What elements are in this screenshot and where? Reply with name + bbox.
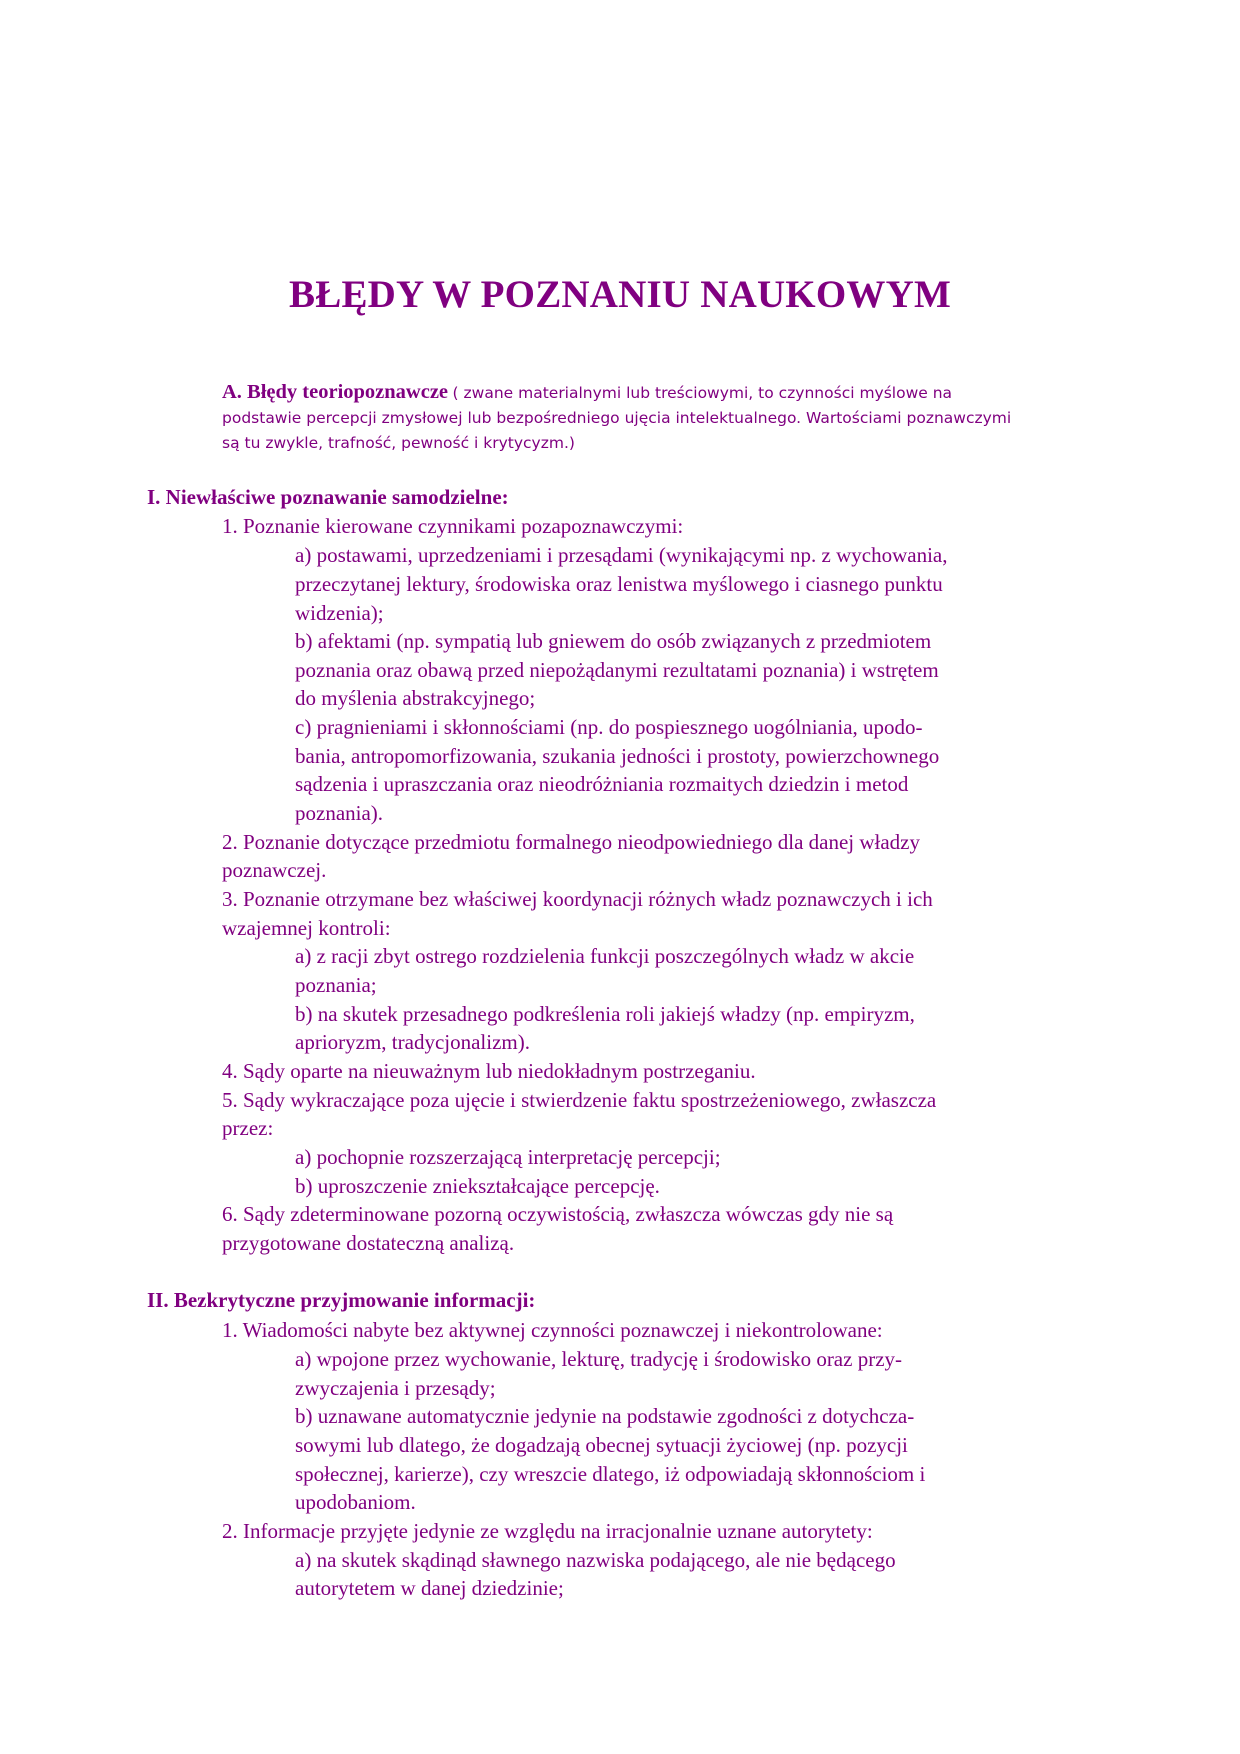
list-item: społecznej, karierze), czy wreszcie dlatego, iż odpowiadają skłonnościom i (295, 1462, 926, 1486)
list-item: b) afektami (np. sympatią lub gniewem do osób związanych z przedmiotem (295, 629, 932, 653)
page-title: BŁĘDY W POZNANIU NAUKOWYM (289, 273, 951, 316)
list-item: przygotowane dostateczną analizą. (222, 1231, 515, 1255)
list-item: 2. Poznanie dotyczące przedmiotu formalnego nieodpowiedniego dla danej władzy (222, 830, 921, 854)
list-item: autorytetem w danej dziedzinie; (295, 1576, 564, 1600)
list-item: sowymi lub dlatego, że dogadzają obecnej sytuacji życiowej (np. pozycji (295, 1433, 908, 1457)
list-item: zwyczajenia i przesądy; (295, 1376, 496, 1400)
list-item: do myślenia abstrakcyjnego; (295, 686, 536, 710)
list-item: 1. Wiadomości nabyte bez aktywnej czynności poznawczej i niekontrolowane: (222, 1318, 883, 1342)
list-item: b) uznawane automatycznie jedynie na podstawie zgodności z dotychcza- (295, 1404, 915, 1428)
list-item: 3. Poznanie otrzymane bez właściwej koordynacji różnych władz poznawczych i ich (222, 887, 933, 911)
list-item: 1. Poznanie kierowane czynnikami pozapoznawczymi: (222, 514, 684, 538)
list-item: a) wpojone przez wychowanie, lekturę, tradycję i środowisko oraz przy- (295, 1347, 903, 1371)
intro-paragraph (222, 380, 1082, 455)
list-item: sądzenia i upraszczania oraz nieodróżniania rozmaitych dziedzin i metod (295, 772, 909, 796)
list-item: przeczytanej lektury, środowiska oraz lenistwa myślowego i ciasnego punktu (295, 572, 943, 596)
list-item: poznania; (295, 973, 377, 997)
intro-line: podstawie percepcji zmysłowej lub bezpośredniego ujęcia intelektualnego. Wartościami poznawczymi (222, 409, 1012, 427)
list-item: c) pragnieniami i skłonnościami (np. do pospiesznego uogólniania, upodo- (295, 715, 923, 739)
intro-label: A. Błędy teoriopoznawcze (222, 381, 449, 403)
intro-line: ( zwane materialnymi lub treściowymi, to czynności myślowe na (452, 384, 953, 402)
list-item: poznania). (295, 801, 384, 825)
list-item: widzenia); (295, 601, 384, 625)
list-item: b) na skutek przesadnego podkreślenia roli jakiejś władzy (np. empiryzm, (295, 1002, 915, 1026)
list-item: poznania oraz obawą przed niepożądanymi rezultatami poznania) i wstrętem (295, 658, 939, 682)
list-item: 4. Sądy oparte na nieuważnym lub niedokładnym postrzeganiu. (222, 1059, 756, 1083)
list-item: aprioryzm, tradycjonalizm). (295, 1030, 530, 1054)
list-item: a) z racji zbyt ostrego rozdzielenia funkcji poszczególnych władz w akcie (295, 944, 915, 968)
list-item: 5. Sądy wykraczające poza ujęcie i stwierdzenie faktu spostrzeżeniowego, zwłaszcza (222, 1088, 937, 1112)
list-item: bania, antropomorfizowania, szukania jedności i prostoty, powierzchownego (295, 744, 940, 768)
list-item: poznawczej. (222, 858, 327, 882)
list-item: 2. Informacje przyjęte jedynie ze względu na irracjonalnie uznane autorytety: (222, 1519, 873, 1543)
list-item: przez: (222, 1116, 274, 1140)
section-heading: I. Niewłaściwe poznawanie samodzielne: (147, 485, 509, 509)
list-item: wzajemnej kontroli: (222, 916, 391, 940)
list-item: a) postawami, uprzedzeniami i przesądami (wynikającymi np. z wychowania, (295, 543, 948, 567)
list-item: a) pochopnie rozszerzającą interpretację percepcji; (295, 1145, 721, 1169)
list-item: upodobaniom. (295, 1490, 416, 1514)
list-item: a) na skutek skądinąd sławnego nazwiska podającego, ale nie będącego (295, 1548, 896, 1572)
list-item: 6. Sądy zdeterminowane pozorną oczywistością, zwłaszcza wówczas gdy nie są (222, 1202, 894, 1226)
list-item: b) uproszczenie zniekształcające percepcję. (295, 1174, 660, 1198)
section-heading: II. Bezkrytyczne przyjmowanie informacji: (147, 1288, 536, 1312)
intro-line: są tu zwykle, trafność, pewność i krytycyzm.) (222, 434, 575, 452)
